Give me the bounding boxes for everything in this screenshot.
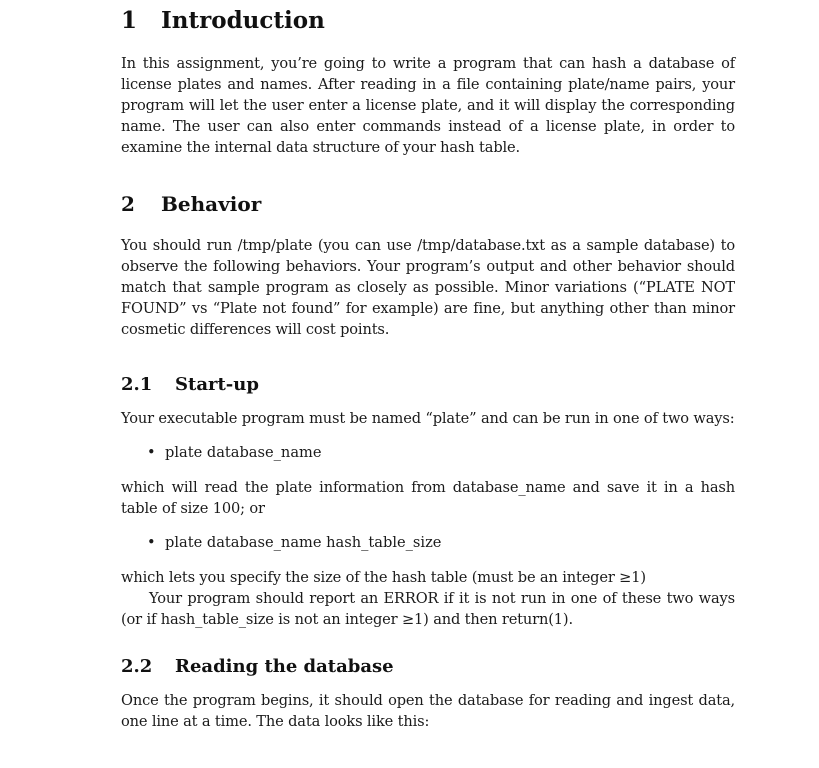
- startup-paragraph-3: which lets you specify the size of the hash table (must be an integer ≥1): [121, 569, 646, 586]
- introduction-paragraph: In this assignment, you’re going to write a program that can hash a database of license plates and names. After reading in a file containing plate/name pairs, your program will let the user enter a license plate, and it will display the corresponding name. The user can also enter commands instead of a license plate, in order to examine the internal data structure of your hash table.: [121, 55, 735, 156]
- behavior-paragraph: You should run /tmp/plate (you can use /tmp/database.txt as a sample database) to observe the following behaviors. Your program’s output and other behavior should match that sample program as closely as possible. Minor variations (“PLATE NOT FOUND” vs “Plate not found” for example) are fine, but anything other than minor cosmetic differences will cost points.: [121, 237, 735, 338]
- section-title: Behavior: [161, 192, 262, 216]
- section-heading-introduction: [121, 6, 735, 36]
- section-number: 2: [121, 192, 135, 216]
- bullet-icon: •: [147, 534, 156, 551]
- startup-paragraph-1: Your executable program must be named “plate” and can be run in one of two ways:: [121, 410, 735, 427]
- document-page: [121, 0, 735, 732]
- startup-paragraph-4: Your program should report an ERROR if it is not run in one of these two ways (or if hash_table_size is not an integer ≥1) and then return(1).: [121, 590, 735, 628]
- subsection-number: 2.2: [121, 656, 153, 677]
- section-heading-behavior: [121, 190, 735, 218]
- bullet-icon: •: [147, 444, 156, 461]
- startup-usage-list-2: [121, 532, 735, 553]
- subsection-title: Start-up: [175, 374, 259, 395]
- list-item: [121, 532, 735, 553]
- usage-command: plate database_name: [165, 444, 322, 461]
- subsection-heading-startup: [121, 372, 735, 398]
- subsection-heading-reading-database: [121, 654, 735, 680]
- startup-paragraph-2: which will read the plate information from database_name and save it in a hash table of size 100; or: [121, 479, 735, 517]
- subsection-number: 2.1: [121, 374, 153, 395]
- section-title: Introduction: [161, 7, 325, 34]
- section-number: 1: [121, 7, 138, 34]
- usage-command: plate database_name hash_table_size: [165, 534, 442, 551]
- startup-usage-list-1: [121, 442, 735, 463]
- list-item: [121, 442, 735, 463]
- subsection-title: Reading the database: [175, 656, 394, 677]
- reading-database-paragraph: Once the program begins, it should open the database for reading and ingest data, one line at a time. The data looks like this:: [121, 692, 735, 730]
